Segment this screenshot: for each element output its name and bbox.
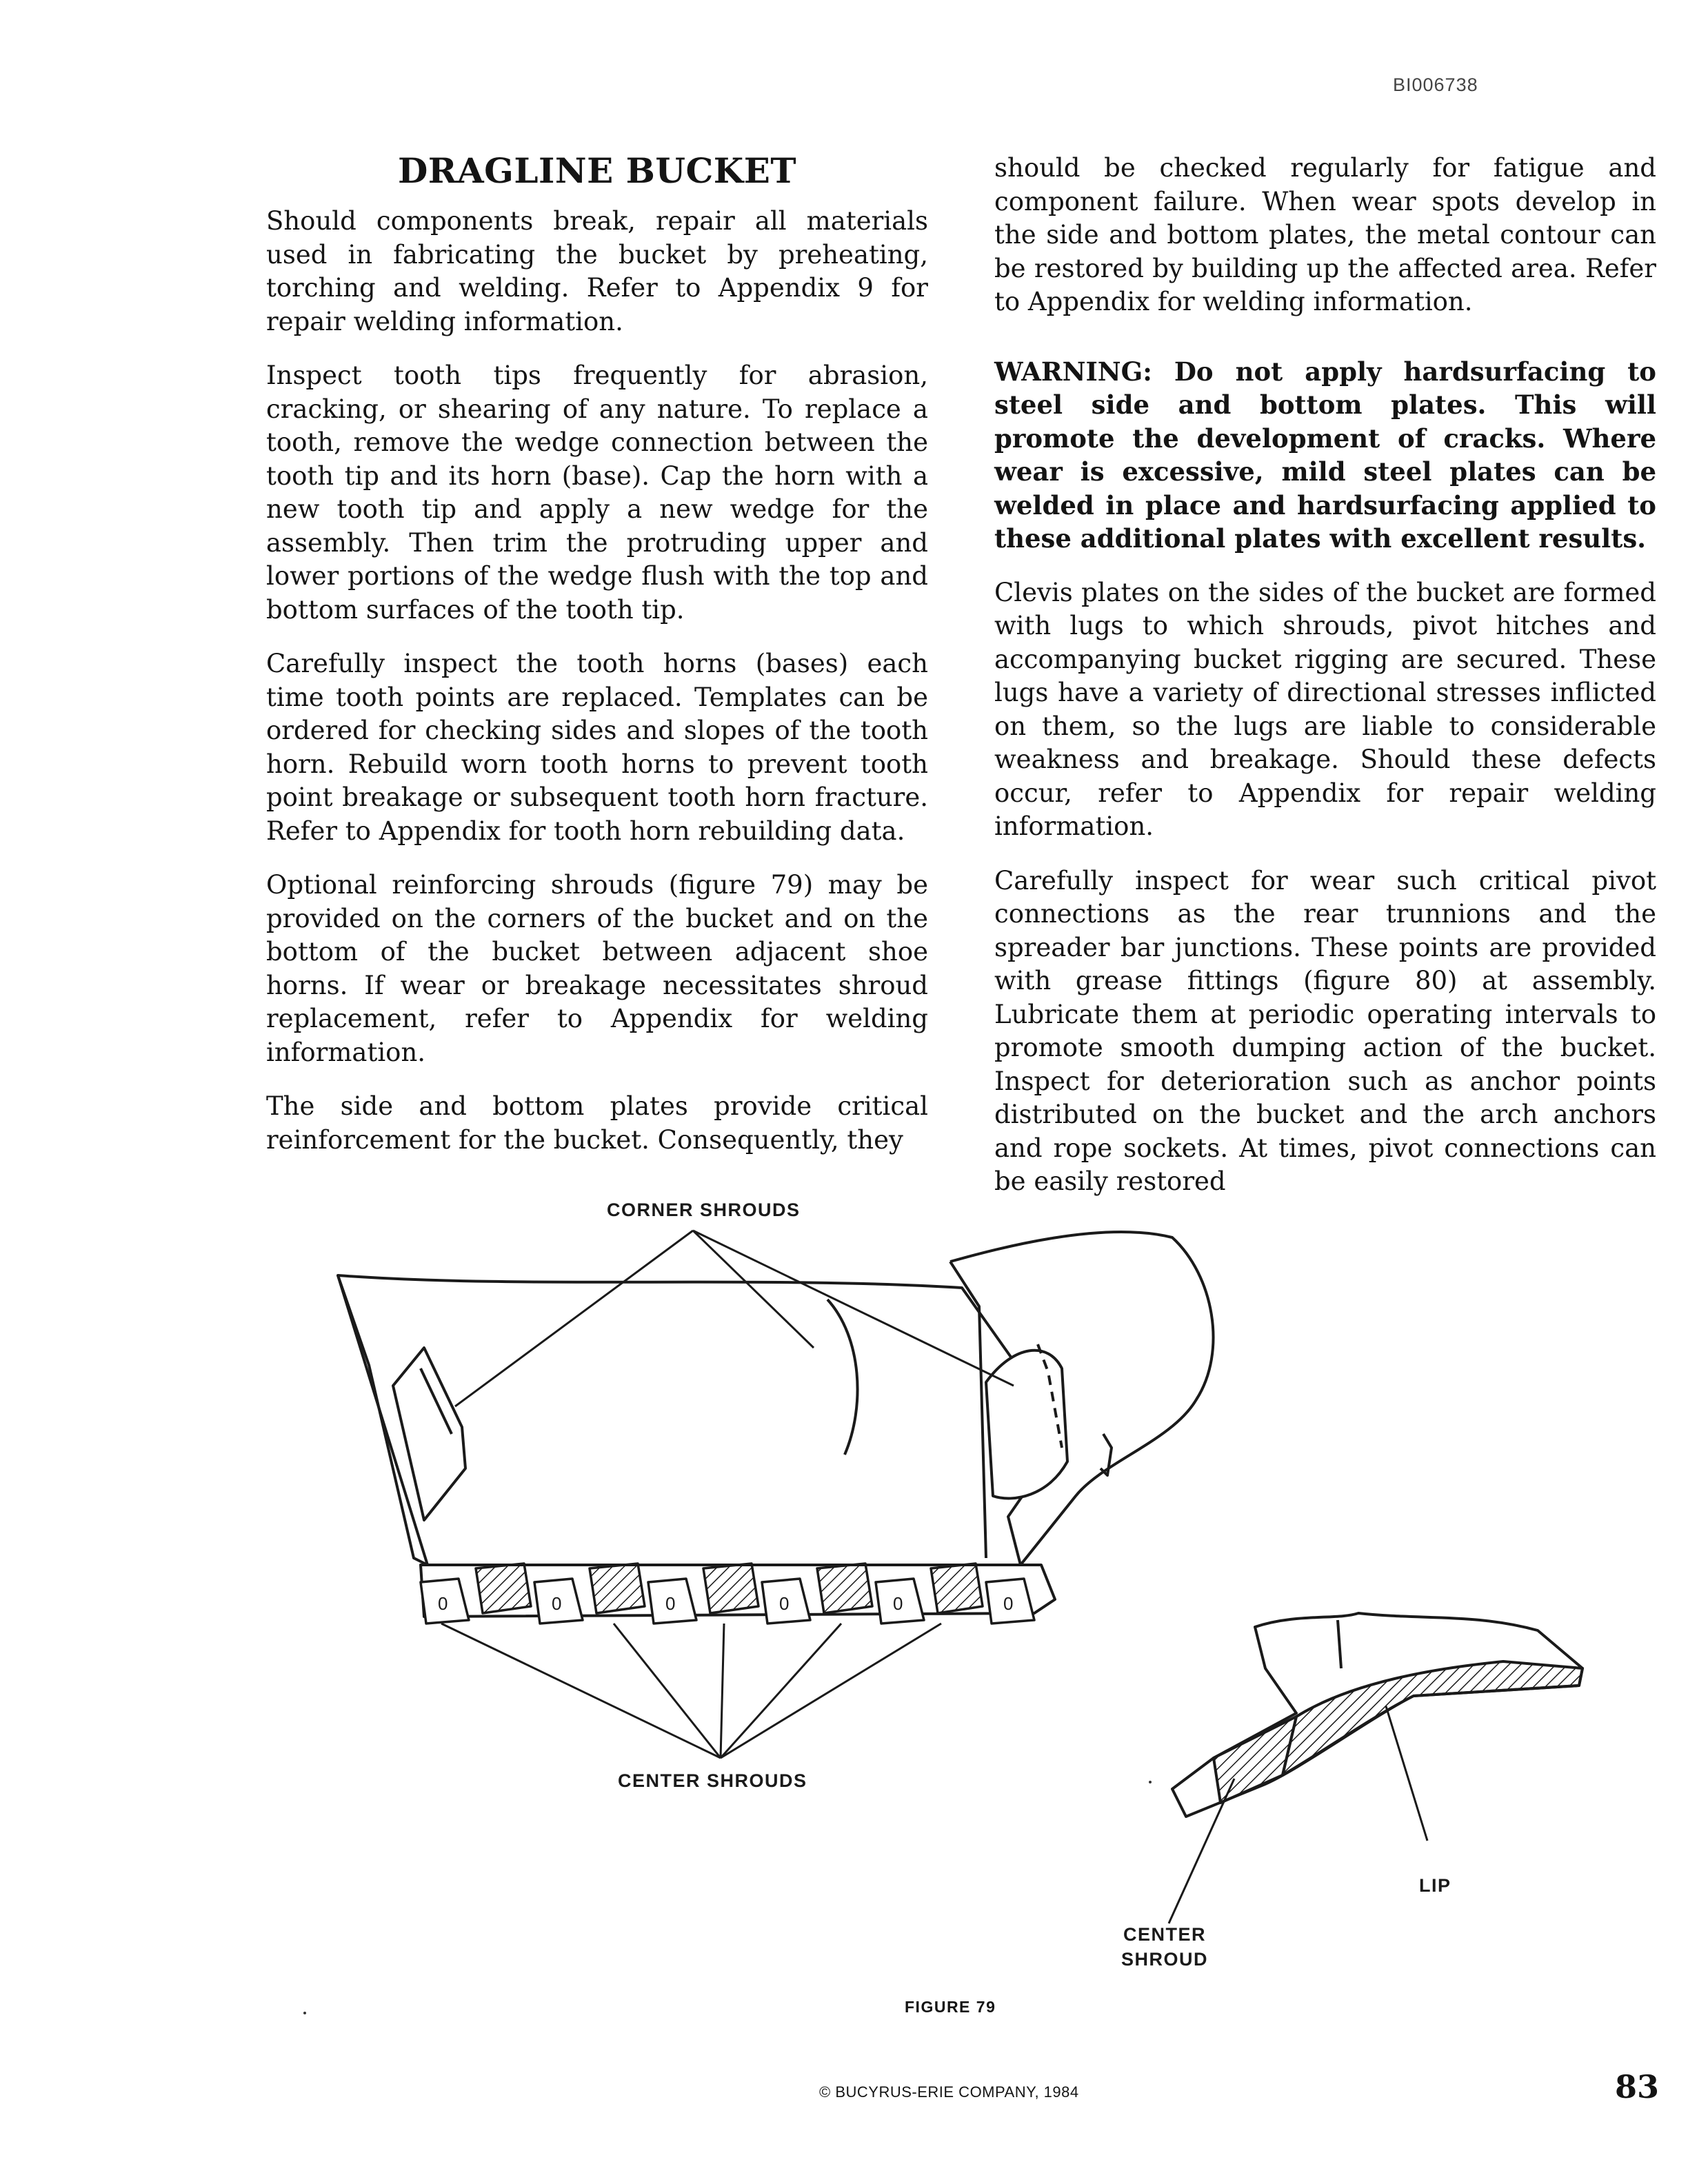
tooth-horn (590, 1564, 645, 1613)
tooth-horn (476, 1564, 531, 1613)
paragraph: The side and bottom plates provide critical reinforcement for the bucket. Consequently, they (266, 1091, 928, 1155)
warning-paragraph: WARNING: Do not apply hardsurfacing to steel side and bottom plates. This will promote the development of cracks. Where wear is excessive, mild steel plates can be welded in place and hardsurfacing applied to these additional plates with excellent results. (994, 356, 1656, 554)
label-lip: LIP (1419, 1875, 1451, 1896)
svg-text:0: 0 (665, 1593, 676, 1614)
center-shroud-leaders (441, 1624, 941, 1758)
page-title: DRAGLINE BUCKET (397, 150, 797, 191)
paragraph: Carefully inspect for wear such critical pivot connections as the rear trunnions and the spreader bar junctions. These points are provided with grease fittings (figure 80) at assembly. Lubricate them at periodic operating intervals to promote smooth dumping action of the bucket. Inspect for deterioration such as anchor points distributed on the bucket and the arch anchors and rope sockets. At times, pivot connections can be easily restored (994, 865, 1656, 1196)
figure-79 (0, 1172, 1688, 2034)
label-center-shroud-line1: CENTER (1123, 1924, 1207, 1945)
right-column (994, 152, 1656, 1220)
svg-text:0: 0 (893, 1593, 903, 1614)
label-center-shroud-line2: SHROUD (1121, 1949, 1209, 1970)
copyright: © BUCYRUS-ERIE COMPANY, 1984 (819, 2083, 1079, 2101)
right-corner-shroud (986, 1351, 1067, 1499)
paragraph: Inspect tooth tips frequently for abrasion, cracking, or shearing of any nature. To replace a tooth, remove the wedge connection between the tooth tip and its horn (base). Cap the horn with a new tooth tip and apply a new wedge for the assembly. Then trim the protruding upper and lower portions of the wedge flush with the top and bottom surfaces of the tooth tip. (266, 361, 928, 625)
tooth-horn (931, 1564, 983, 1613)
label-corner-shrouds: CORNER SHROUDS (607, 1200, 801, 1220)
svg-text:0: 0 (552, 1593, 562, 1614)
svg-text:0: 0 (1003, 1593, 1014, 1614)
page-number: 83 (1615, 2068, 1660, 2105)
tooth-horn (703, 1564, 758, 1613)
left-column (266, 152, 928, 1177)
paragraph: Clevis plates on the sides of the bucket are formed with lugs to which shrouds, pivot hitches and accompanying bucket rigging are secured. These lugs have a variety of directional stresses inflicted on them, so the lugs are liable to considerable weakness and breakage. Should these defects occur, refer to Appendix for repair welding information. (994, 577, 1656, 841)
tooth-horn (817, 1564, 872, 1613)
label-center-shrouds: CENTER SHROUDS (618, 1770, 807, 1791)
svg-text:0: 0 (779, 1593, 790, 1614)
label-center-shroud (1121, 1922, 1208, 1972)
paragraph: Should components break, repair all materials used in fabricating the bucket by preheating, torching and welding. Refer to Appendix 9 for repair welding information. (266, 206, 928, 336)
paragraph: Optional reinforcing shrouds (figure 79) may be provided on the corners of the bucket and on the bottom of the bucket between adjacent shoe horns. If wear or breakage necessitates shroud replacement, refer to Appendix for welding information. (266, 870, 928, 1067)
svg-text:0: 0 (438, 1593, 448, 1614)
paragraph: Carefully inspect the tooth horns (bases) each time tooth points are replaced. Templates can be ordered for checking sides and slopes of the tooth horn. Rebuild worn tooth horns to prevent tooth point breakage or subsequent tooth horn fracture. Refer to Appendix for tooth horn rebuilding data. (266, 649, 928, 846)
lip-cross-section-detail (1169, 1613, 1582, 1923)
document-id: BI006738 (1393, 74, 1478, 95)
dragline-bucket-illustration (0, 1172, 1688, 2034)
paragraph: should be checked regularly for fatigue and component failure. When wear spots develop in the side and bottom plates, the metal contour can be restored by building up the affected area. Refer to Appendix for welding information. (994, 153, 1656, 316)
figure-caption: FIGURE 79 (905, 1998, 996, 2016)
